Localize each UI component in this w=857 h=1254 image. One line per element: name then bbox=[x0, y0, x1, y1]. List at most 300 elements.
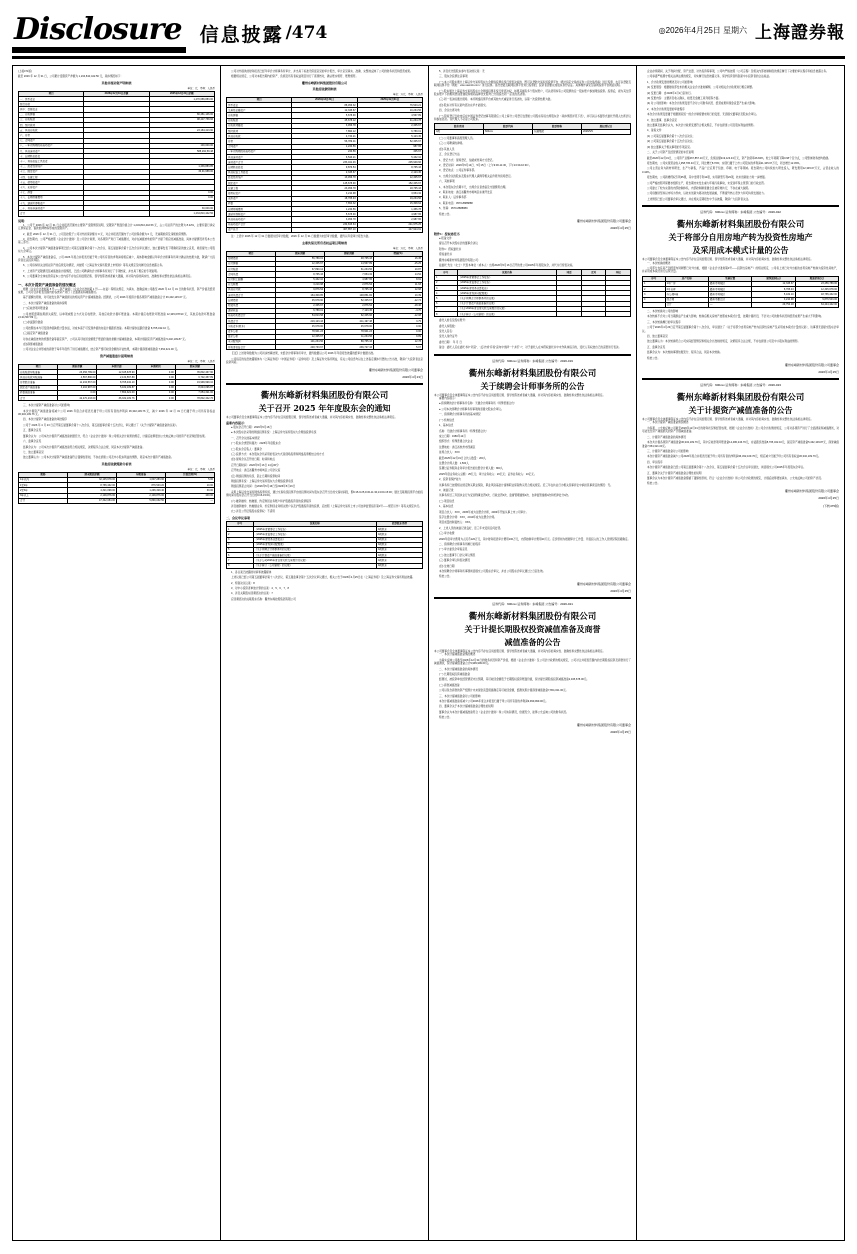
table-cell: 商誉减值准备 bbox=[19, 390, 58, 395]
th: 2026年12月31日 bbox=[292, 97, 357, 102]
table-cell: 2,345.67 bbox=[357, 123, 422, 128]
paragraph: 4、出席会议的股东及股东代理人请携带相关证件原件到场登记。 bbox=[439, 174, 514, 178]
table-cell bbox=[84, 211, 149, 216]
paragraph: 二、计提资产减值准备的具体情况 bbox=[647, 435, 686, 439]
th: 项目 bbox=[227, 97, 292, 102]
paragraph: (四) 其他人员 bbox=[439, 147, 455, 151]
table-cell: 152,345.67 bbox=[357, 181, 422, 186]
table-cell: 长期借款 bbox=[227, 298, 276, 303]
paragraph: (三) 同一表决权通过现场、本所网络投票平台或其他方式重复进行表决的，以第一次投票结果为准。 bbox=[439, 98, 553, 102]
table-cell: 合计 bbox=[665, 302, 708, 307]
paragraph: (四)商誉减值准备 bbox=[23, 343, 43, 347]
paragraph: 本次计提资产减值准备减少公司2026年度合并报表归属于母公司所有者的净利润36,332,109.76元，相应减少归属于母公司所有者权益36,332,109.76元。 bbox=[647, 455, 821, 459]
paragraph: 根据相关规定，公司对本报告期内的资产、负债及所有者权益项目进行了逐项核对，确认账实相符、账账相符。 bbox=[231, 75, 359, 79]
paragraph: 特此公告。 bbox=[647, 482, 660, 486]
paragraph: 授权委托书 bbox=[439, 253, 452, 257]
paragraph: 上述议案已经公司第五届董事会第十八次会议、第五届监事会第十五次会议审议通过，相关公告于2026年4月25日在《上海证券报》及上海证券交易所网站披露。 bbox=[231, 576, 415, 580]
th: 坏账准备 bbox=[117, 472, 166, 477]
c2-sign: 衢州东峰新材料集团股份有限公司董事会 bbox=[368, 367, 423, 372]
paragraph: 本次会计政策变更属于根据国家统一的会计制度要求进行的变更，无需提交董事会及股东会审议。 bbox=[647, 113, 759, 117]
paragraph: 截至2025年12月31日合伙人数量：200人 bbox=[439, 456, 486, 460]
table-cell: 8,765.43 bbox=[752, 287, 795, 292]
paragraph: (一) 股权登记日收市后在中国证券登记结算有限责任公司上海分公司登记在册的公司股东有权出席股东会（具体情况详见下表），并可以以书面形式委托代理人出席会议和参加表决。该代理人不必是公司股东。 bbox=[434, 114, 631, 122]
c4-conv-paras bbox=[642, 262, 839, 274]
table-cell: 234.56 bbox=[292, 149, 357, 154]
table-cell: 78,802,342.76 bbox=[175, 396, 214, 401]
paragraph: 2、联系地址：浙江省衢州市柯城区东港开发区 bbox=[439, 190, 493, 194]
c3-audit-sign: 衢州东峰新材料集团股份有限公司董事会 bbox=[576, 581, 631, 586]
table-cell: 2026/5/9 bbox=[582, 129, 631, 134]
table-cell: 十、长期股权投资 bbox=[19, 154, 84, 159]
paragraph: 为客观、公允地反映公司截至2026年12月31日的财务状况和经营成果，根据《企业会计准则》及公司会计政策的规定，公司对各项资产进行了全面清查和减值测试，对可能发生资产减值损失的资产计提减值准备。 bbox=[642, 426, 839, 434]
table-cell: 23,456,789.00 bbox=[58, 370, 97, 375]
table-cell: 164,309.85 bbox=[276, 293, 325, 298]
c3-proxy-body bbox=[435, 275, 631, 317]
paragraph: (3) 独立董事关于相关事项的专项意见。 bbox=[647, 145, 693, 149]
paragraph: 报告期内，公司实现营业收入358,765.43万元，同比增长8.76%；实现归属于上市公司股东的净利润21,345.67万元，同比增长12.45%。 bbox=[647, 161, 802, 165]
table-cell: 5,890,032.50 bbox=[117, 498, 166, 503]
table-cell: 1,234.56 bbox=[292, 207, 357, 212]
c2-table-sub: 其他应收款明细表 bbox=[312, 86, 337, 91]
table-cell: 4 bbox=[643, 297, 666, 302]
table-cell: 合同资产 bbox=[227, 144, 292, 149]
table-cell: 101,234.56 bbox=[276, 339, 325, 344]
paragraph: 二、拟续聘会计师事务所履行的程序 bbox=[439, 543, 481, 547]
column-1 bbox=[13, 66, 220, 1240]
table-cell: 应付账款 bbox=[227, 267, 276, 272]
paragraph: 3、登记地点：公司证券事务部。 bbox=[439, 169, 477, 173]
table-cell: 2号仓库 bbox=[665, 287, 708, 292]
table-cell: 80,481,146.00 bbox=[149, 112, 214, 117]
paragraph: 3、报告期内，公司严格按照《企业会计准则》及公司会计政策，对各项资产进行了减值测试，对存在减值迹象的资产计提了相应的减值准备，具体计提情况详见本公告第三部分。 bbox=[18, 237, 215, 245]
table-cell: 投资性房地产 bbox=[227, 175, 292, 180]
paragraph: (一)应收款项坏账准备 bbox=[23, 307, 49, 311]
paragraph: 委托人姓名及股东账号： bbox=[439, 319, 468, 323]
paragraph: 独立董事及监事会认为，本次会计政策变更符合相关规定，不存在损害公司及股东利益的情形。 bbox=[647, 124, 756, 128]
table-cell: 4,567,890.00 bbox=[58, 375, 97, 380]
table-cell: 7,123.45 bbox=[325, 308, 374, 313]
table-cell: 长期待摊费用 bbox=[227, 207, 292, 212]
table-cell: 应收账款坏账准备 bbox=[19, 370, 58, 375]
c3-top-paras bbox=[434, 70, 631, 121]
th: 投票股东类型 bbox=[376, 521, 422, 526]
table-cell: 在建工程 bbox=[227, 186, 292, 191]
table-cell: 十一、其他权益工具投资 bbox=[19, 159, 84, 164]
paragraph: 公司将继续坚持以市场为导向、以技术创新为驱动的发展战略，不断提升核心竞争力和可持续发展能力。 bbox=[647, 192, 767, 196]
table-cell: 219,123.43 bbox=[276, 319, 325, 324]
c4-last-warning: 本公司董事会及全体董事保证本公告内容不存在任何虚假记载、误导性陈述或者重大遗漏，并对其内容的真实性、准确性和完整性依法承担法律责任。 bbox=[642, 418, 814, 422]
c1-table3-unit: 单位：元，币种：人民币 bbox=[187, 467, 215, 471]
paragraph: 受托人签名： bbox=[439, 330, 455, 334]
table-row bbox=[227, 563, 423, 568]
table-cell: 2,123.45 bbox=[357, 170, 422, 175]
paragraph: 企业存续期间，关于利润分配、资产处置、对外投资等事项，公司均严格按照《公司章程》及相关内部控制制度的规定履行了必要的审议程序和信息披露义务。 bbox=[647, 70, 829, 73]
table-row bbox=[227, 345, 423, 350]
paragraph: (一) 审计委员会审查意见 bbox=[439, 548, 468, 552]
paragraph: 3、联系人：证券事务部 bbox=[439, 196, 467, 200]
table-cell: 东峰集团 bbox=[533, 129, 582, 134]
paragraph: 1、基本信息 bbox=[439, 424, 454, 428]
table-cell: 67,890.12 bbox=[276, 267, 325, 272]
paragraph: 重要内容提示： bbox=[439, 397, 458, 401]
table-cell: 3,210,987.00 bbox=[58, 385, 97, 390]
paragraph: 5、传真：0570-8888889 bbox=[439, 207, 468, 211]
table-cell: 5.07 bbox=[374, 345, 423, 350]
table-cell: 衢州市衢江区 bbox=[708, 297, 751, 302]
th: 期初余额 bbox=[325, 251, 374, 256]
table-cell: 467,857.10 bbox=[292, 227, 357, 232]
c4-conv-sub1: 关于将部分自用房地产转为投资性房地产 bbox=[668, 232, 813, 243]
paragraph: 基于谨慎性原则，对可能发生资产减值损失的相关资产计提减值准备。经测试，公司 2026 年度拟计提各项资产减值准备合计 36,432,145.67 元。 bbox=[23, 296, 189, 300]
table-cell: 衢州市柯城区 bbox=[708, 287, 751, 292]
paragraph: 七、独立董事意见 bbox=[23, 450, 44, 454]
c4-conv-body bbox=[643, 281, 839, 307]
table-cell: 36,332,109.76 bbox=[97, 396, 136, 401]
paragraph: (二) 商誉减值准备 bbox=[439, 683, 460, 687]
table-cell: 35,802,467.90 bbox=[175, 370, 214, 375]
paragraph: (二) 独立董事专门会议审议情况 bbox=[439, 553, 476, 557]
c3-impair-sub1: 关于计提长期股权投资减值准备及商誉 bbox=[464, 623, 601, 634]
divider bbox=[642, 378, 839, 380]
table-cell: 六、存货 bbox=[19, 133, 84, 138]
c2-mid-paras bbox=[226, 235, 423, 238]
table-cell: 综合楼 bbox=[665, 297, 708, 302]
paragraph: (二) 项目信息 bbox=[439, 499, 455, 503]
table-cell: 0.00 bbox=[149, 195, 214, 200]
table-cell: 1至2年 bbox=[19, 483, 68, 488]
th: 议案名称 bbox=[253, 521, 376, 526]
paragraph: 受托人身份证号： bbox=[439, 335, 460, 339]
c3-impair-paras bbox=[434, 653, 631, 719]
table-cell: 1号厂房 bbox=[665, 281, 708, 286]
c3-impair-sub2: 减值准备的公告 bbox=[504, 636, 561, 647]
c3-audit-subtitle: 关于续聘会计师事务所的公告 bbox=[480, 380, 585, 391]
paragraph: 2、上述人员的诚信记录良好，近三年未受到任何处罚。 bbox=[439, 526, 503, 530]
paragraph: 独立董事认为：本次转换符合公司实际经营情况和相关会计准则的规定，决策程序合法合规，不存在损害公司及中小股东利益的情形。 bbox=[647, 340, 801, 344]
table-cell: 所有者权益合计 bbox=[227, 345, 276, 350]
th: 账面价值(元) bbox=[795, 276, 838, 281]
paragraph: (一) 本公司股东通过上海证券交易所股东大会网络投票系统行使表决权的，既可以登陆交易系统投票平台（通过指定交易的证券公司交易终端）进行投票，也可以登陆互联网投票平台（网址：vote.sseinfo.com）进行投票。首次登陆互联网投票平台进行投票的，投资者需要完成股东身份认证。具体操作请见互联网投票平台网站说明。 bbox=[434, 80, 631, 88]
table-cell: 19,999,999.10 bbox=[175, 380, 214, 385]
paragraph: 1、会计政策变更的概述及对公司的影响 bbox=[647, 80, 693, 84]
table-cell: 四、预付款项 bbox=[19, 123, 84, 128]
th: 账龄 bbox=[19, 472, 68, 477]
paragraph: 公司部分自有房产因经营布局调整已对外出租，根据《企业会计准则第3号——投资性房地产》的相关规定，公司将上述已对外出租的自用房地产转换为投资性房地产，并采用成本模式进行后续计量。 bbox=[642, 266, 839, 274]
th: 股票简称 bbox=[533, 124, 582, 129]
table-cell: 5.00 bbox=[166, 477, 215, 482]
table-cell: 5 bbox=[227, 547, 254, 552]
table-cell: — bbox=[166, 498, 215, 503]
c3-impair-sign: 衢州东峰新材料集团股份有限公司董事会 bbox=[576, 722, 631, 727]
c4-last-paras bbox=[642, 421, 839, 485]
divider bbox=[434, 354, 631, 356]
table-cell: 5,432.10 bbox=[357, 155, 422, 160]
c3-impair-code: 证券代码：600xxx 证券简称：东峰集团 公告编号：2026-021 bbox=[492, 601, 573, 606]
c2-table2-caption: 主要负债及所有者权益项目明细表 bbox=[301, 240, 347, 245]
c4-conv-table bbox=[642, 276, 839, 308]
table-cell: 预付款项 bbox=[227, 129, 292, 134]
table-row bbox=[643, 302, 839, 307]
table-cell: 应收票据 bbox=[227, 113, 292, 118]
table-cell: 9.89 bbox=[374, 334, 423, 339]
paragraph: 报告期内，公司新增授权专利35项，其中发明专利12项，实用新型专利23项，技术创新能力进一步增强。 bbox=[647, 176, 768, 180]
paragraph: (四) 现场会议召开的日期、时间和地点 bbox=[231, 458, 275, 462]
paragraph: 本次计提资产减值准备将减少公司 2026 年度合并报表归属于母公司所有者的净利润 36,332,109.76 元，减少 2026 年 12 月 31 日归属于母公司所有者权益 36,332,109.76 元。 bbox=[18, 409, 215, 417]
table-cell: 8.91 bbox=[374, 277, 423, 282]
paragraph: 项目合伙人：XXX，2005年成为注册会计师，2003年开始从事上市公司审计。 bbox=[439, 510, 529, 514]
table-cell: 88,456.32 bbox=[292, 103, 357, 108]
table-cell: 9,876.54 bbox=[276, 287, 325, 292]
table-cell: 5,678.90 bbox=[292, 113, 357, 118]
c1-subsec-1: 一、本次计提资产减值准备的情况概述 bbox=[18, 282, 76, 287]
table-cell: 6,789.01 bbox=[276, 308, 325, 313]
table-cell: 1,296,329.40 bbox=[117, 488, 166, 493]
paragraph: 5、涉及优先股股东参与表决的议案：无 bbox=[439, 70, 485, 73]
table-cell: 4 bbox=[227, 542, 254, 547]
table-cell: — bbox=[708, 302, 751, 307]
table-cell: 8,765.43 bbox=[325, 287, 374, 292]
table-cell: 其他应付款 bbox=[227, 287, 276, 292]
table-cell: 4,734.21 bbox=[292, 134, 357, 139]
paragraph: 二、本次计提减值准备的具体情况 bbox=[439, 667, 478, 671]
paragraph: 董事会认为本次计提减值准备符合《企业会计准则》和公司实际情况，依据充分，能够公允反映公司的财务状况。 bbox=[439, 710, 569, 714]
paragraph: 本次转换不会对公司当期损益产生重大影响，转换后相关房地产按照成本模式计量，按期计提折旧，不会对公司的财务状况和经营成果产生重大不利影响。 bbox=[647, 315, 824, 319]
paragraph: 五、董事会意见 bbox=[23, 429, 42, 433]
column-3 bbox=[428, 66, 636, 1240]
c4-last-title: 衢州东峰新材料集团股份有限公司 bbox=[676, 393, 805, 404]
table-cell: 《关于公司2026年度日常关联交易预计的议案》 bbox=[253, 558, 376, 563]
paragraph: 公司主营业务为新材料研发、生产与销售，产品广泛应用于包装、印刷、电子等领域。报告期内公司持续加大研发投入，研发费用12,345.67万元，占营业收入的3.44%。 bbox=[642, 167, 839, 174]
paragraph: (六) 融资融券、转融通、约定购回业务账户和沪股通投资者的投票程序 bbox=[231, 499, 312, 503]
table-cell: 3 bbox=[643, 292, 666, 297]
table-cell: 447,924.91 bbox=[357, 227, 422, 232]
table-cell: 18,765.43 bbox=[292, 196, 357, 201]
table-cell: 236,727.43 bbox=[325, 345, 374, 350]
table-cell: 1 bbox=[643, 281, 666, 286]
table-cell: 4,567.89 bbox=[357, 113, 422, 118]
paragraph: 三、本次计提资产减值准备对公司的影响 bbox=[23, 404, 70, 408]
table-cell: 2,109,876.00 bbox=[68, 493, 117, 498]
paragraph: 2、本次会计政策变更的审批程序 bbox=[647, 107, 685, 111]
table-cell: 15,308.64 bbox=[357, 201, 422, 206]
paragraph: 2、登记时间：2026年5月14日、5月15日（上午9:00-11:30，下午13:30-16:30）。 bbox=[439, 163, 532, 167]
table-cell: 6,702,457.89 bbox=[175, 375, 214, 380]
paragraph: 4、涉及关联股东回避表决的议案：7 bbox=[231, 592, 273, 596]
table-cell: 其他非流动资产 bbox=[227, 217, 292, 222]
paragraph: (二)存货跌价准备 bbox=[23, 321, 43, 325]
table-cell: 应收账款 bbox=[227, 118, 292, 123]
table-cell: 5,432.10 bbox=[752, 292, 795, 297]
paragraph: 3、独立董事、监事会意见 bbox=[647, 118, 677, 122]
table-cell: 100.00 bbox=[166, 493, 215, 498]
paragraph: 三、本次计提减值准备对公司的影响 bbox=[439, 694, 481, 698]
c2-tail-paras bbox=[226, 352, 423, 364]
paragraph: 经测试，被投资单位经营情况未达预期，其可收回金额低于长期股权投资账面价值，拟计提长期股权投资减值准备2,345,678.00元。 bbox=[439, 678, 590, 682]
table-cell: 五、其他应收款 bbox=[19, 128, 84, 133]
c1-note-title: 说明： bbox=[18, 218, 28, 223]
c1-table2-unit: 单位：元，币种：人民币 bbox=[187, 359, 215, 363]
th: 期末余额 bbox=[276, 251, 325, 256]
table-cell: 8 bbox=[435, 312, 458, 317]
c1-table-unit: 单位：元，币种：人民币 bbox=[187, 86, 215, 90]
table-cell: 47,342,084.00 bbox=[68, 498, 117, 503]
table-cell: 36,91,688.00 bbox=[149, 169, 214, 174]
table-cell: 8,765,432.10 bbox=[97, 380, 136, 385]
table-cell: 5 bbox=[435, 296, 458, 301]
table-cell: 2,876.54 bbox=[325, 282, 374, 287]
table-cell: 145,678.90 bbox=[292, 181, 357, 186]
paragraph: 一、本次计提减值准备情况概述 bbox=[439, 653, 476, 657]
c1-intro: 截至 2026 年 12 月 31 日，公司累计受限资产净额为 1,234,810,442.56 元，具体情况如下： bbox=[18, 75, 123, 79]
table-cell: 十四、在建工程 bbox=[19, 175, 84, 180]
paragraph: 监事会认为：公司本次计提资产减值准备符合相关规定，决策程序合法合规，同意本次计提资产减值准备。 bbox=[23, 445, 145, 449]
paragraph: 四、董事会关于本次计提减值准备合理性的说明 bbox=[439, 705, 494, 709]
paragraph: 六、监事会意见 bbox=[23, 440, 42, 444]
th: 股票代码 bbox=[484, 124, 533, 129]
th: 2025年12月31日 bbox=[357, 97, 422, 102]
c3-impair-title: 衢州东峰新材料集团股份有限公司 bbox=[468, 611, 597, 622]
c1-table-2-body bbox=[19, 370, 215, 401]
c2-table-2-body bbox=[227, 256, 423, 350]
th: 房产名称 bbox=[665, 276, 708, 281]
paragraph: 提议召开本次股东会的董事会决议 bbox=[439, 242, 478, 246]
table-cell: 2至3年 bbox=[19, 488, 68, 493]
table-cell: 76,543.21 bbox=[357, 103, 422, 108]
th: 项目 bbox=[19, 364, 58, 369]
c2-table-1-body bbox=[227, 103, 423, 233]
th: 期末账面余额 bbox=[68, 472, 117, 477]
paragraph: 2、特别决议议案：8 bbox=[231, 581, 255, 585]
table-cell: A股股东 bbox=[376, 527, 422, 532]
c3-registration-table bbox=[434, 123, 631, 134]
table-cell: 19,234.56 bbox=[357, 196, 422, 201]
table-cell: 《2025年度董事会工作报告》 bbox=[253, 527, 376, 532]
table-cell: 应收款项融资 bbox=[227, 123, 292, 128]
table-cell: 10,234.56 bbox=[357, 108, 422, 113]
table-cell: 9,876.54 bbox=[292, 165, 357, 170]
paragraph: 公司建立了较为完善的内部控制体系，内部控制制度健全且被有效执行，不存在重大缺陷。 bbox=[647, 186, 751, 190]
table-cell: 30,000.00 bbox=[149, 206, 214, 211]
table-cell: 非流动资产合计 bbox=[227, 222, 292, 227]
paragraph: 兹委托 先生（女士）代表本单位（或本人）出席2026年5月16日召开的贵公司2025年年度股东会，并代为行使表决权。 bbox=[439, 264, 575, 267]
paragraph: (4) 对公司的影响：本次会计政策变更不会对公司财务状况、经营成果和现金流量产生重大影响。 bbox=[647, 102, 758, 106]
paragraph: 成立日期：1983年12月 bbox=[439, 434, 466, 438]
c3-more-paras bbox=[434, 137, 631, 216]
table-cell: 7,654,321.00 bbox=[97, 390, 136, 395]
table-cell: 使用权资产 bbox=[227, 191, 292, 196]
paragraph: 公司以包含商誉的资产组预计未来现金流量现值确定其可收回金额，经测试拟计提商誉减值准备7,654,321.00元。 bbox=[439, 689, 569, 693]
th: 2026年12月31日余额 bbox=[84, 91, 149, 96]
table-cell: 《关于续聘会计师事务所的议案》 bbox=[253, 547, 376, 552]
table-cell: 1 bbox=[435, 275, 458, 280]
paragraph: 公司按照成本与可变现净值孰低计量存货，对成本高于可变现净值的存货计提跌价准备。本期计提存货跌价准备 8,765,432.10 元。 bbox=[23, 326, 172, 330]
paragraph: 2、截至 2026 年 12 月 31 日，公司及控股子公司对外担保余额为 0 元，对合并报表范围内子公司担保余额为 0 元，无逾期担保及违规担保情形。 bbox=[23, 232, 189, 236]
masthead-logo: Disclosure bbox=[12, 13, 186, 53]
paragraph: 应回避表决的关联股东名称：衢州东峰控股集团有限公司 bbox=[231, 597, 296, 601]
table-cell: 《关于2026年度日常关联交易预计的议案》 bbox=[457, 306, 557, 311]
table-cell: 11.63 bbox=[374, 282, 423, 287]
c3-audit-date: 2026年4月25日 bbox=[610, 588, 631, 593]
paragraph: 一、本次计提资产减值准备情况概述 bbox=[647, 421, 689, 425]
table-cell: 租赁负债 bbox=[227, 303, 276, 308]
table-cell bbox=[557, 312, 582, 317]
table-cell: 98,407,758.66 bbox=[149, 117, 214, 122]
paragraph: 四、审议程序 bbox=[647, 460, 663, 464]
paragraph: 【注】上述财务数据为公司初步核算结果，未经会计师事务所审计，最终数据以公司 2026 年年度报告披露的经审计数据为准。 bbox=[231, 352, 376, 356]
table-cell: 十三、固定资产 bbox=[19, 169, 84, 174]
paragraph: (1) 公司第五届董事会第十八次会议决议； bbox=[647, 134, 695, 138]
paragraph: 委托人持股数： bbox=[439, 324, 458, 328]
masthead-paper-name: 上海證券報 bbox=[755, 23, 845, 43]
c3-proxy-table bbox=[434, 269, 631, 317]
table-cell: 0.00 bbox=[136, 396, 175, 401]
table-cell: 应交税费 bbox=[227, 282, 276, 287]
column-4 bbox=[636, 66, 844, 1240]
table-cell: 5,123.45 bbox=[357, 134, 422, 139]
c4-conv-title: 衢州东峰新材料集团股份有限公司 bbox=[676, 220, 805, 231]
paragraph: 召开日期时间：2026年5月16日 14点00分 bbox=[231, 463, 279, 467]
table-cell: 无形资产 bbox=[227, 196, 292, 201]
th: 股权登记日 bbox=[582, 124, 631, 129]
c2-notice-warning: 本公司董事会及全体董事保证本公告内容不存在任何虚假记载、误导性陈述或者重大遗漏，并对其内容的真实性、准确性和完整性依法承担法律责任。 bbox=[226, 415, 398, 419]
paragraph: 一、本次转换的概述 bbox=[647, 261, 671, 265]
table-cell: 4,987.65 bbox=[357, 212, 422, 217]
c1-paras bbox=[18, 224, 215, 279]
table-cell: 十六、无形资产 bbox=[19, 185, 84, 190]
table-cell: 7 bbox=[435, 306, 458, 311]
table-cell: 61,234.56 bbox=[325, 267, 374, 272]
c2-table2-unit: 单位：万元，币种：人民币 bbox=[392, 246, 423, 250]
c1-table2-caption: 资产减值准备计提明细表 bbox=[99, 353, 133, 358]
paragraph: 根据《企业会计准则第 8 号——资产减值》《企业会计准则第 1 号——存货》等相关规定，为真实、准确反映公司截至 2026 年 12 月 31 日的财务状况、资产价值及经营成果，公司对合并报表范围内的各类资产进行了全面清查和减值测试。 bbox=[18, 287, 215, 294]
paragraph: 公司于2026年4月23日召开第五届董事会第十八次会议，审议通过了《关于将部分自用房地产转为投资性房地产及采用成本模式计量的议案》，该事项无需提交股东会审议。 bbox=[642, 326, 839, 333]
table-cell: 1,436,883.85 bbox=[149, 164, 214, 169]
paragraph: (2) 变更日期：自2026年1月1日起执行。 bbox=[647, 91, 694, 95]
c2-notice-key: 重要内容提示： bbox=[226, 420, 248, 425]
table-cell: 9,876,543.00 bbox=[795, 297, 838, 302]
paragraph: 上述情况已经公司董事会审议通过，并在相关定期报告中予以披露，敬请广大投资者关注。 bbox=[647, 197, 751, 201]
paragraph: 6、公司将持续关注相关资产的后续变动情况，并按照《上海证券交易所股票上市规则》等有关规定及时履行信息披露义务。 bbox=[23, 264, 165, 268]
table-cell: 18,765,432.00 bbox=[795, 292, 838, 297]
table-cell: 一年内到期的非流动资产 bbox=[227, 149, 292, 154]
table-cell: 12,345,678.00 bbox=[795, 287, 838, 292]
table-cell: 合同负债 bbox=[227, 272, 276, 277]
table-cell: 未分配利润 bbox=[227, 339, 276, 344]
table-cell: 8,765.43 bbox=[357, 165, 422, 170]
c3-impair-warning: 本公司董事会及全体董事保证本公告内容不存在任何虚假记载、误导性陈述或者重大遗漏，并对其内容的真实性、准确性和完整性依法承担法律责任。 bbox=[434, 649, 606, 653]
paragraph: 3、对中小投资者单独计票的议案：4、5、6、7、8 bbox=[231, 586, 289, 590]
table-cell: 0.00 bbox=[374, 329, 423, 334]
table-cell: 6,789.01 bbox=[357, 129, 422, 134]
c2-table-caption: 衢州东峰新材料集团股份有限公司 bbox=[301, 80, 347, 85]
table-row bbox=[435, 312, 631, 317]
paragraph: 为真实反映公司截至2026年12月31日的财务状况和资产价值，根据《企业会计准则》及公司会计政策的相关规定，公司对合并报表范围内的长期股权投资及商誉进行了减值测试，拟计提减值准备合计9,999,999.00元。 bbox=[434, 658, 631, 666]
table-cell: 7,654.32 bbox=[292, 201, 357, 206]
th: 序号 bbox=[643, 276, 666, 281]
table-cell: 11,234,567.00 bbox=[58, 380, 97, 385]
table-row bbox=[19, 396, 215, 401]
continued-note: (上接471版) bbox=[18, 70, 32, 73]
paragraph: 2026年度审计费用为人民币120万元，其中财务报表审计费用100万元，内部控制审计费用20万元。定价原则为根据审计工作量、所需投入的工作人员情况等因素确定。 bbox=[439, 537, 631, 541]
table-cell: 10.00 bbox=[166, 483, 215, 488]
table-cell: 九、其他流动资产 bbox=[19, 149, 84, 154]
paragraph: (三) 投票方式：本次股东会所采用的表决方式是现场投票和网络投票相结合的方式 bbox=[231, 453, 325, 457]
table-cell: 3,210.98 bbox=[276, 282, 325, 287]
table-cell: 30.00 bbox=[166, 488, 215, 493]
paragraph: 该事务所近三年因执业行为受到刑事处罚0次、行政处罚0次、监督管理措施3次、自律监管措施0次和纪律处分0次。 bbox=[439, 494, 571, 498]
paragraph: 1、各议案已披露的时间和披露媒体 bbox=[231, 570, 272, 574]
c1-paras2 bbox=[18, 288, 215, 352]
